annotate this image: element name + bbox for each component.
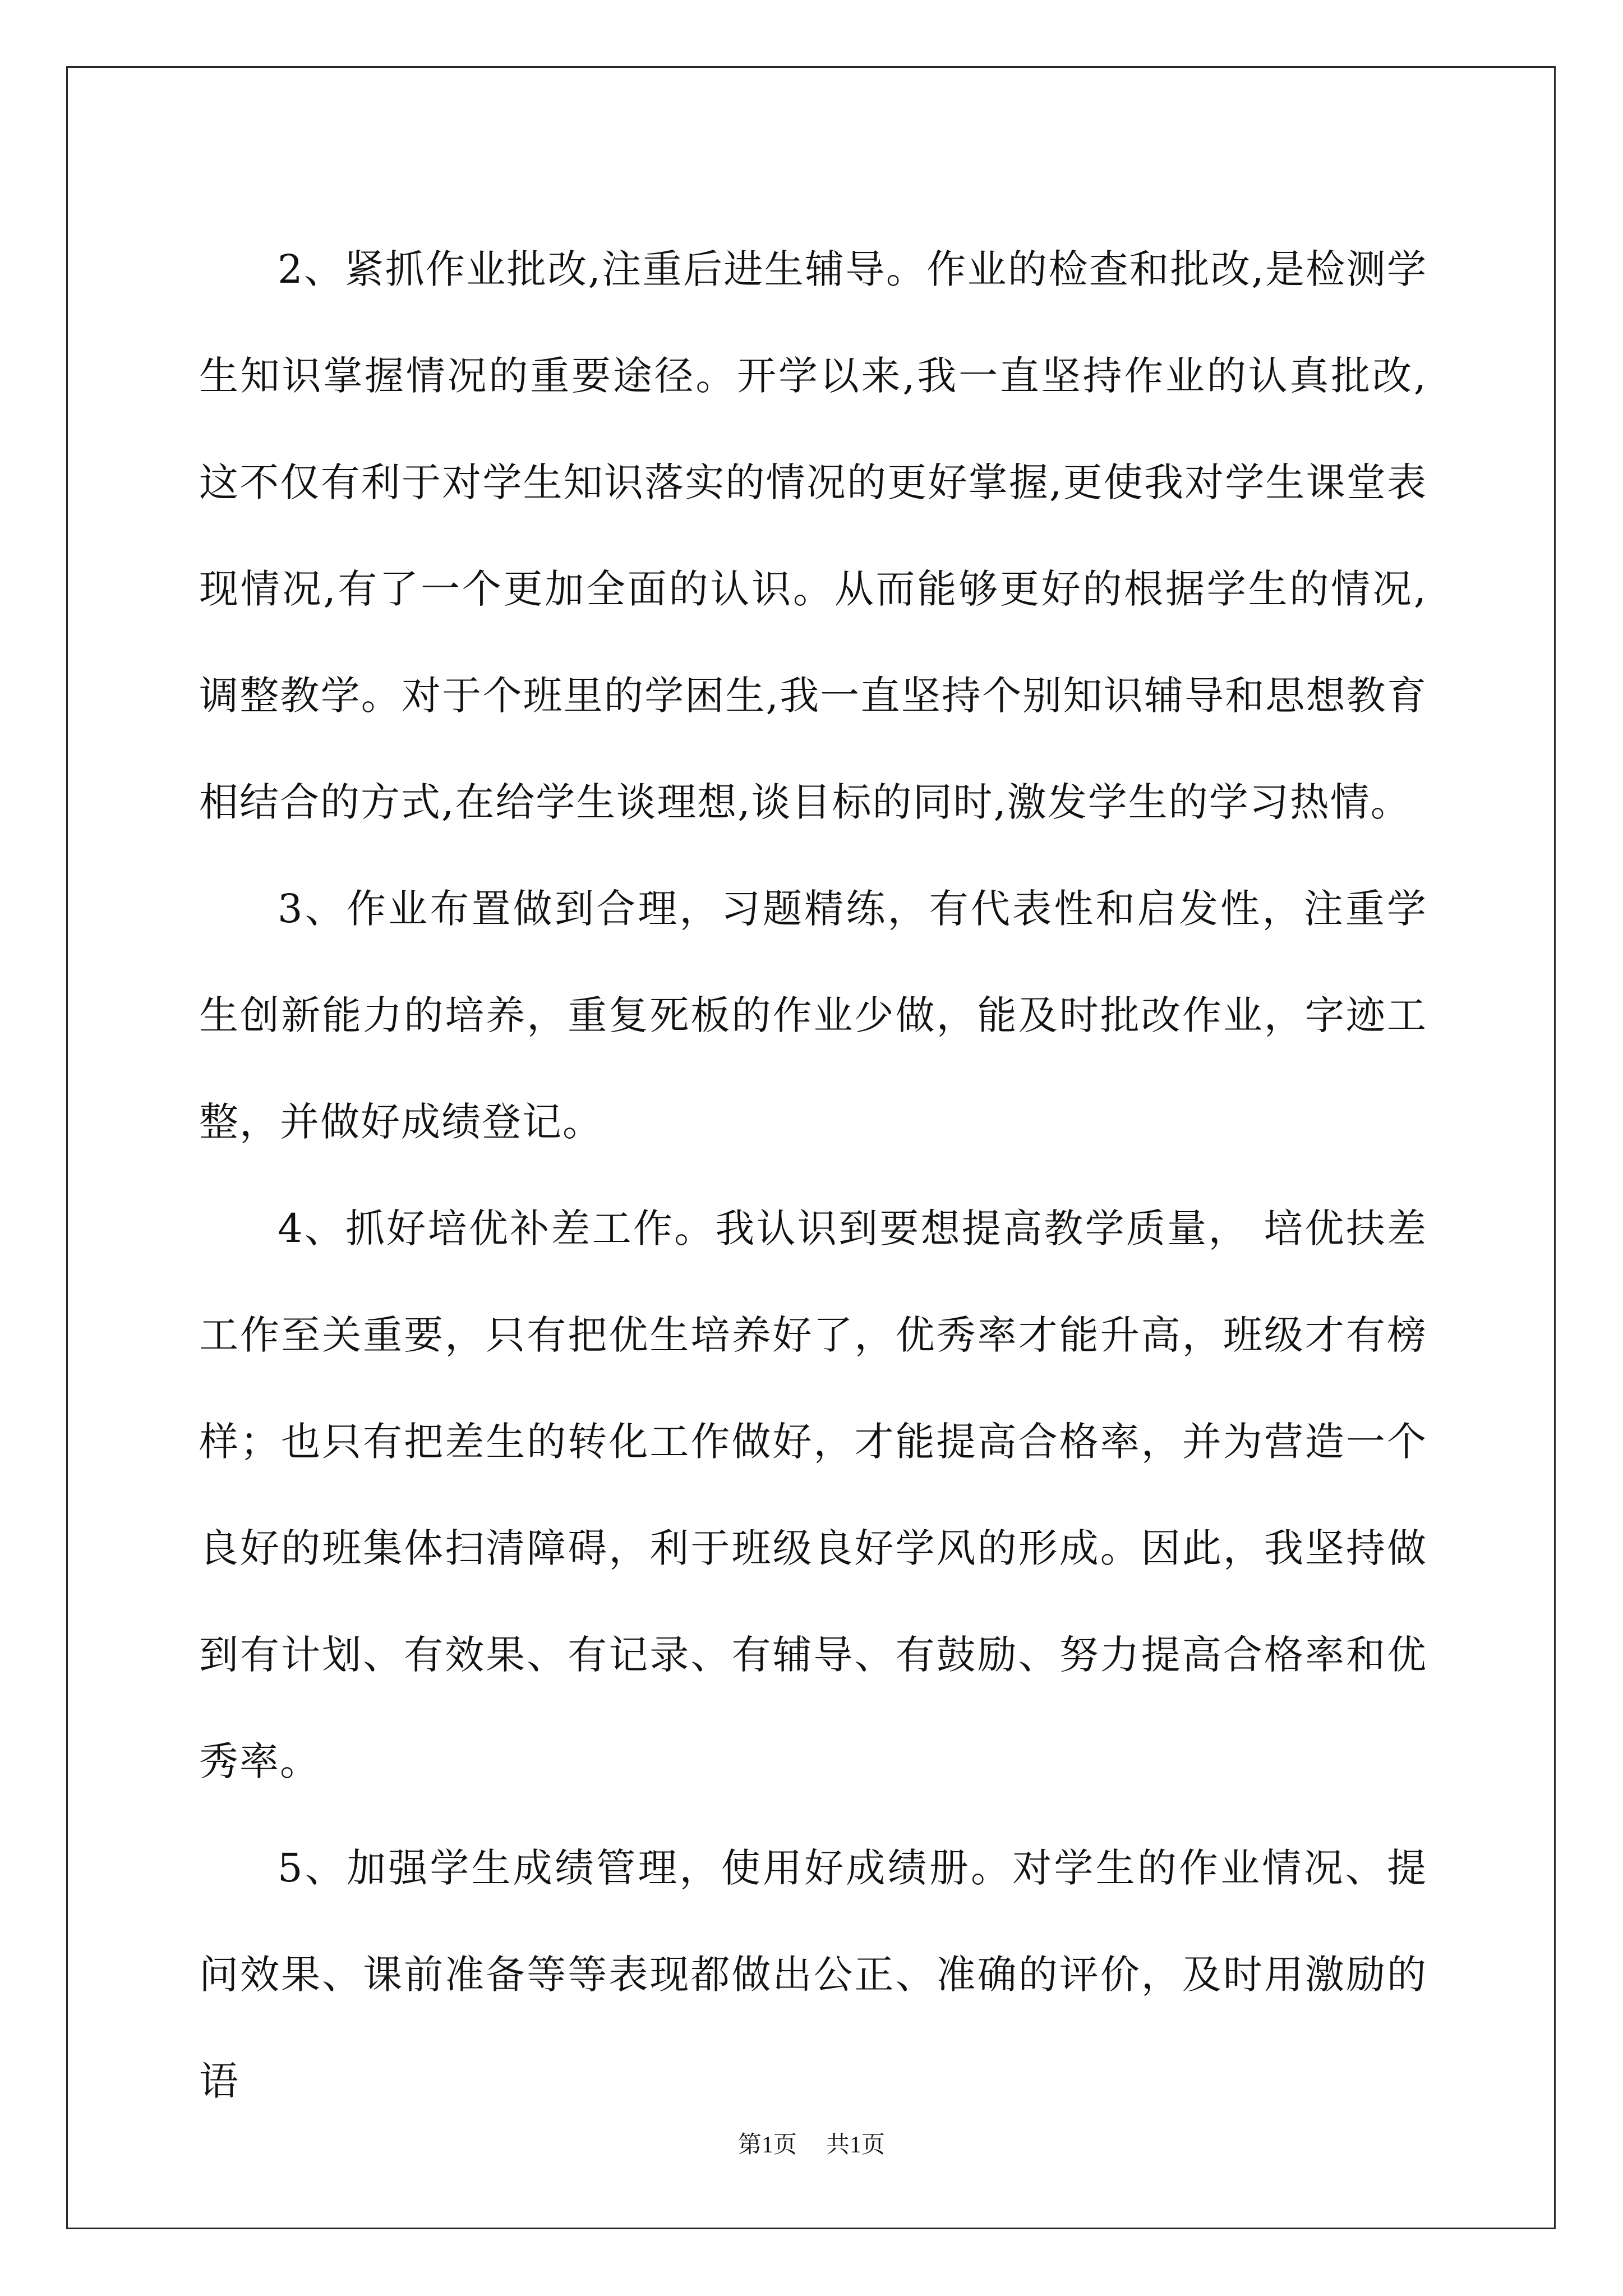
paragraph-3: 3、作业布置做到合理，习题精练，有代表性和启发性，注重学生创新能力的培养，重复死板的作业少做，能及时批改作业，字迹工整，并做好成绩登记。	[199, 886, 1427, 1145]
page-total: 共1页	[826, 2132, 886, 2158]
page-footer	[0, 2128, 1623, 2162]
document-body	[199, 216, 1427, 2134]
paragraph-4: 4、抓好培优补差工作。我认识到要想提高教学质量， 培优扶差工作至关重要，只有把优生培养好了，优秀率才能升高，班级才有榜样；也只有把差生的转化工作做好，才能提高合格率，并为营造一个良好的班集体扫清障碍，利于班级良好学风的形成。因此，我坚持做到有计划、有效果、有记录、有辅导、有鼓励、努力提高合格率和优秀率。	[199, 1205, 1427, 1784]
paragraph-5: 5、加强学生成绩管理，使用好成绩册。对学生的作业情况、提问效果、课前准备等等表现都做出公正、准确的评价，及时用激励的语	[199, 1845, 1427, 2104]
paragraph-2: 2、紧抓作业批改,注重后进生辅导。作业的检查和批改,是检测学生知识掌握情况的重要途径。开学以来,我一直坚持作业的认真批改,这不仅有利于对学生知识落实的情况的更好掌握,更使我对学生课堂表现情况,有了一个更加全面的认识。从而能够更好的根据学生的情况,调整教学。对于个班里的学困生,我一直坚持个别知识辅导和思想教育相结合的方式,在给学生谈理想,谈目标的同时,激发学生的学习热情。	[199, 246, 1427, 825]
page-number: 第1页	[737, 2132, 797, 2158]
